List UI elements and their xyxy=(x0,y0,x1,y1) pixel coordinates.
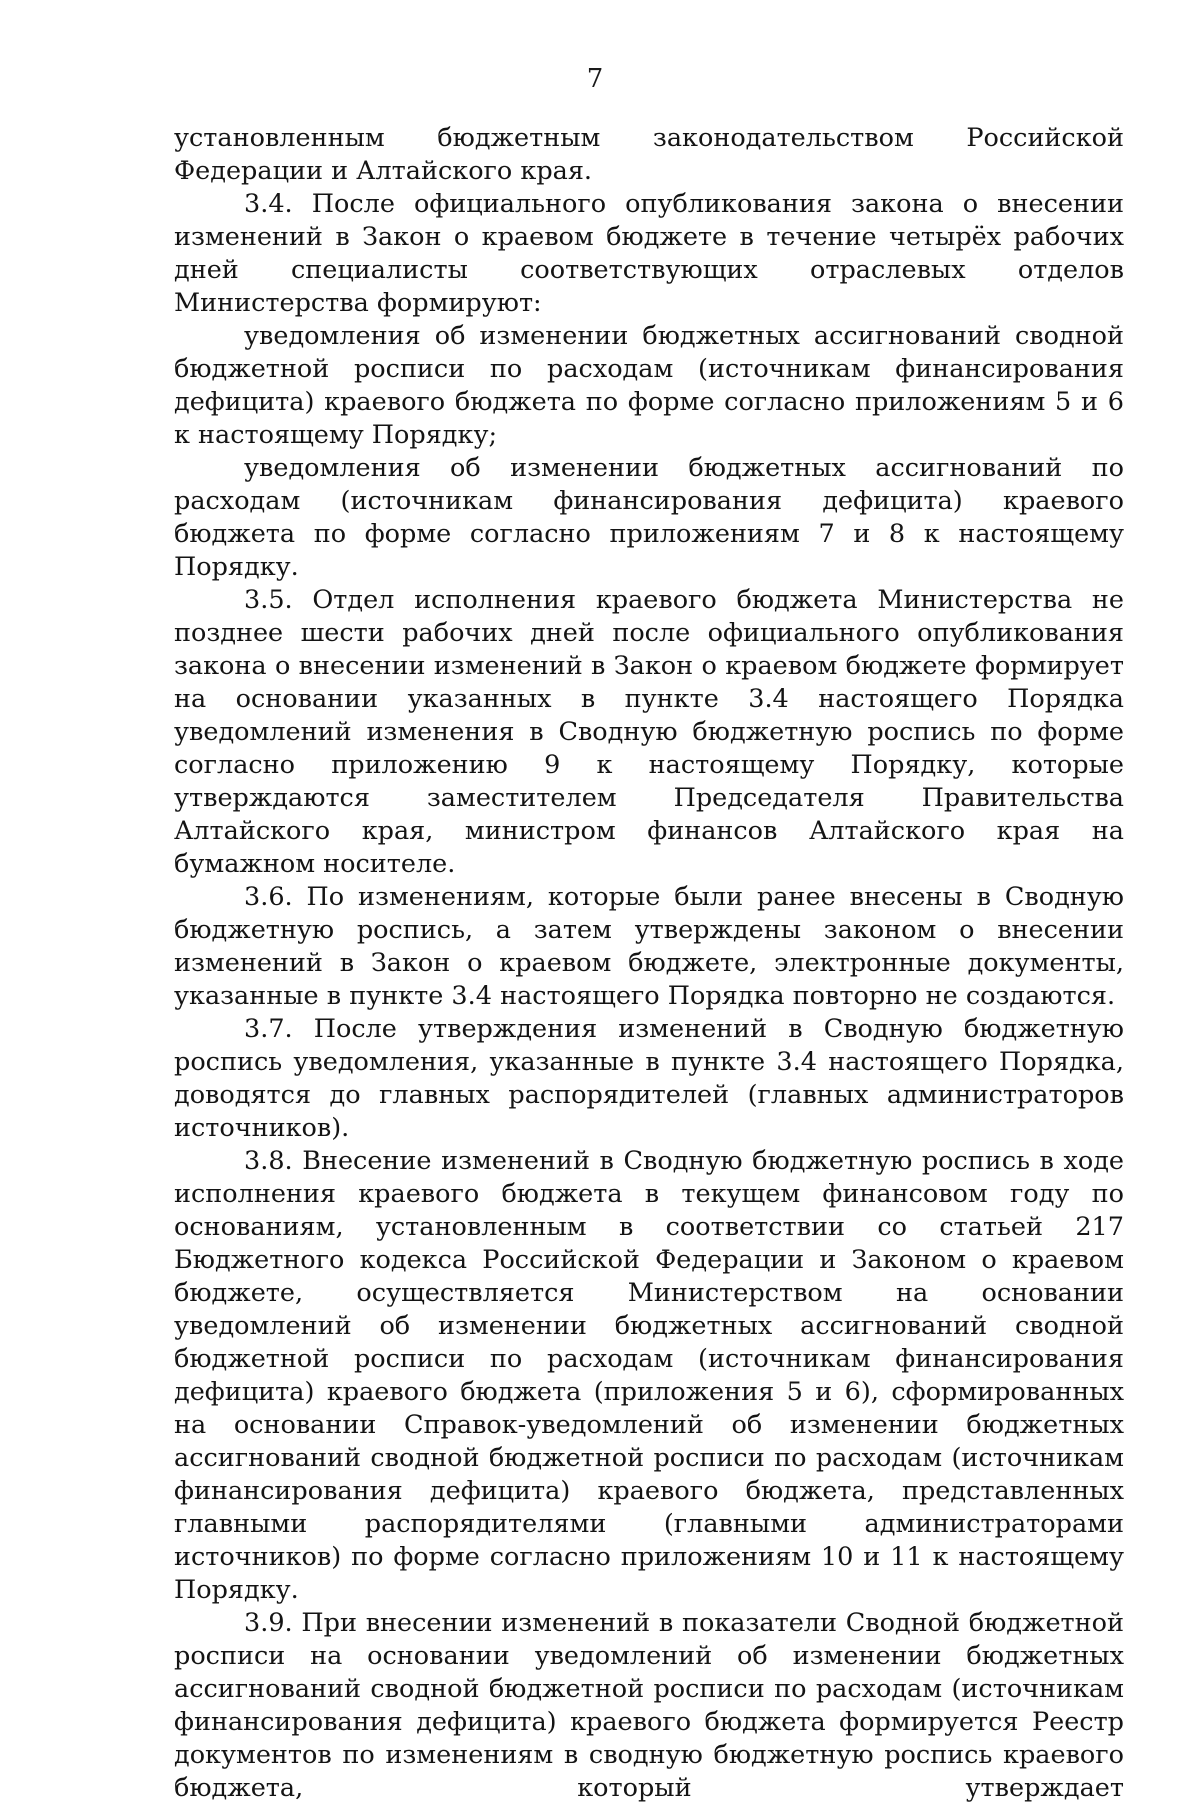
page-number: 7 xyxy=(586,64,604,94)
paragraph-continuation: установленным бюджетным законодательством Российской Федерации и Алтайского края. xyxy=(174,123,1124,186)
paragraph-notifications-5-6: уведомления об изменении бюджетных ассигнований сводной бюджетной росписи по расходам (источникам финансирования дефицита) краевого бюджета по форме согласно приложениям 5 и 6 к настоящему Порядку; xyxy=(174,321,1124,450)
paragraph-3-6: 3.6. По изменениям, которые были ранее внесены в Сводную бюджетную роспись, а затем утверждены законом о внесении изменений в Закон о краевом бюджете, электронные документы, указанные в пункте 3.4 настоящего Порядка повторно не создаются. xyxy=(174,882,1124,1011)
paragraph-3-5: 3.5. Отдел исполнения краевого бюджета Министерства не позднее шести рабочих дней после официального опубликования закона о внесении изменений в Закон о краевом бюджете формирует на основании указанных в пункте 3.4 настоящего Порядка уведомлений изменения в Сводную бюджетную роспись по форме согласно приложению 9 к настоящему Порядку, которые утверждаются заместителем Председателя Правительства Алтайского края, министром финансов Алтайского края на бумажном носителе. xyxy=(174,585,1124,879)
paragraph-3-9: 3.9. При внесении изменений в показатели Сводной бюджетной росписи на основании уведомлений об изменении бюджетных ассигнований сводной бюджетной росписи по расходам (источникам финансирования дефицита) краевого бюджета формируется Реестр документов по изменениям в сводную бюджетную роспись краевого бюджета, который утверждает xyxy=(174,1608,1124,1803)
paragraph-3-8: 3.8. Внесение изменений в Сводную бюджетную роспись в ходе исполнения краевого бюджета в текущем финансовом году по основаниям, установленным в соответствии со статьей 217 Бюджетного кодекса Российской Федерации и Законом о краевом бюджете, осуществляется Министерством на основании уведомлений об изменении бюджетных ассигнований сводной бюджетной росписи по расходам (источникам финансирования дефицита) краевого бюджета (приложения 5 и 6), сформированных на основании Справок-уведомлений об изменении бюджетных ассигнований сводной бюджетной росписи по расходам (источникам финансирования дефицита) краевого бюджета, представленных главными распорядителями (главными администраторами источников) по форме согласно приложениям 10 и 11 к настоящему Порядку. xyxy=(174,1146,1124,1605)
document-body xyxy=(174,122,1124,1805)
paragraph-3-7: 3.7. После утверждения изменений в Сводную бюджетную роспись уведомления, указанные в пункте 3.4 настоящего Порядка, доводятся до главных распорядителей (главных администраторов источников). xyxy=(174,1014,1124,1143)
paragraph-3-4: 3.4. После официального опубликования закона о внесении изменений в Закон о краевом бюджете в течение четырёх рабочих дней специалисты соответствующих отраслевых отделов Министерства формируют: xyxy=(174,189,1124,318)
paragraph-notifications-7-8: уведомления об изменении бюджетных ассигнований по расходам (источникам финансирования дефицита) краевого бюджета по форме согласно приложениям 7 и 8 к настоящему Порядку. xyxy=(174,453,1124,582)
